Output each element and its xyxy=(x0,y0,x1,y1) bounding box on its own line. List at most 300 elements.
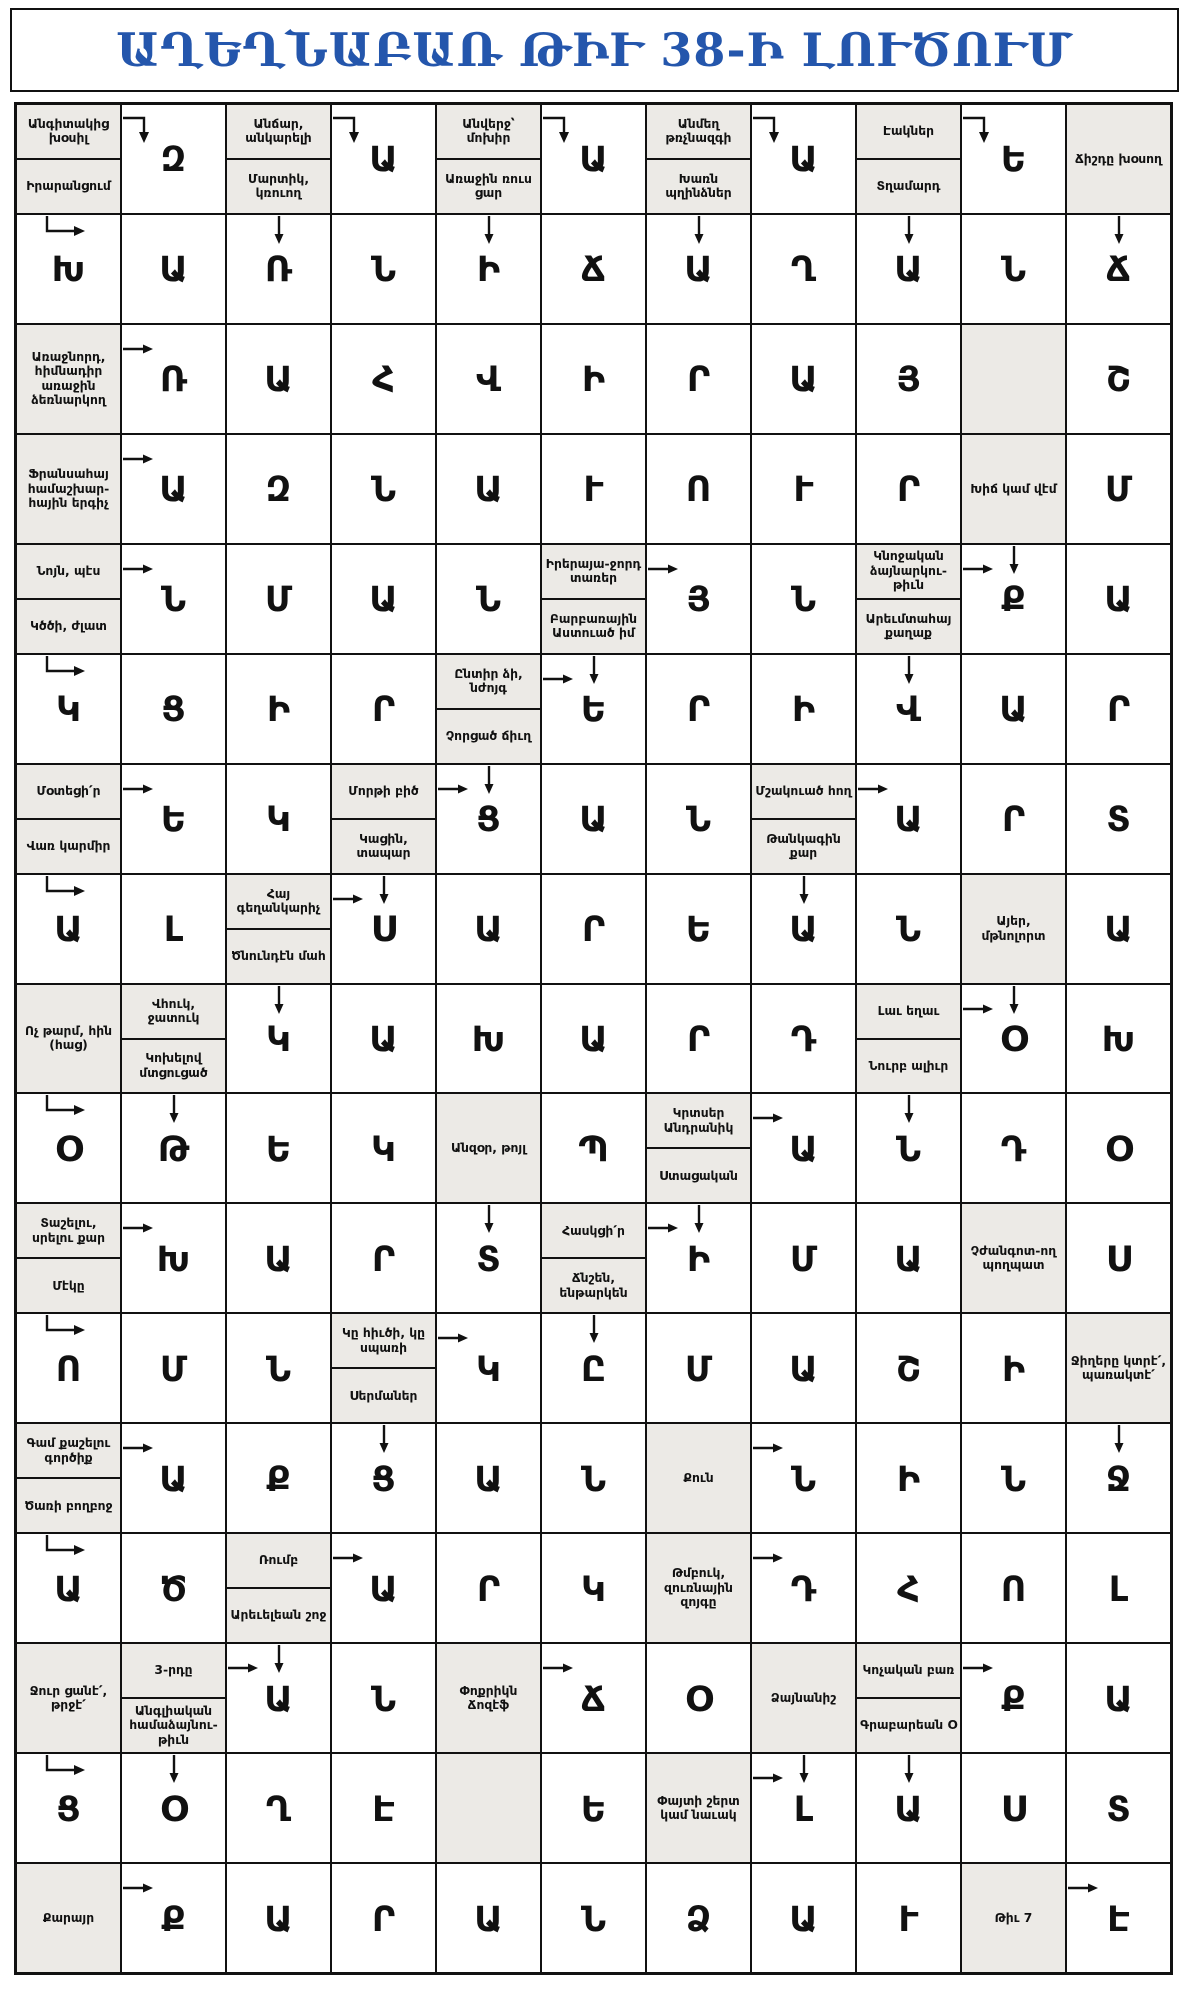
letter-cell xyxy=(647,545,750,653)
down-arrow-icon xyxy=(903,656,915,684)
letter-cell xyxy=(857,875,960,983)
answer-letter: Ա xyxy=(159,1459,188,1500)
answer-letter: Ն xyxy=(790,580,817,621)
letter-cell xyxy=(647,765,750,873)
answer-letter: Ա xyxy=(1104,1679,1133,1720)
letter-cell xyxy=(332,215,435,323)
clue-cell xyxy=(542,545,645,653)
letter-cell xyxy=(122,1314,225,1422)
clue-text: Գրաբարեան Օ xyxy=(857,1697,960,1752)
letter-cell xyxy=(962,1534,1065,1642)
clue-text: Փայտի շերտ կամ նաւակ xyxy=(657,1793,740,1823)
answer-letter: Ա xyxy=(474,1459,503,1500)
letter-cell xyxy=(122,1424,225,1532)
letter-cell xyxy=(17,1094,120,1202)
letter-cell xyxy=(227,1424,330,1532)
clue-text: Հասկցի՛ր xyxy=(562,1223,625,1238)
answer-letter: Ք xyxy=(161,1899,186,1940)
answer-letter: Ձ xyxy=(685,1899,712,1940)
answer-letter: Յ xyxy=(896,360,921,401)
answer-letter: Խ xyxy=(1101,1019,1136,1060)
clue-cell xyxy=(752,765,855,873)
blocked-cell xyxy=(437,1754,540,1862)
letter-cell xyxy=(1067,435,1170,543)
clue-cell xyxy=(437,1094,540,1202)
letter-cell xyxy=(542,215,645,323)
answer-letter: Ա xyxy=(474,470,503,511)
clue-text: Անմեղ թռչնազգի xyxy=(665,116,732,146)
corner-down-right-arrow-icon xyxy=(43,1095,89,1121)
answer-letter: Դ xyxy=(1000,1129,1027,1170)
answer-letter: Ր xyxy=(371,690,396,731)
clue-text: Իրերայա-ջորդ տառեր xyxy=(545,556,642,586)
letter-cell xyxy=(122,545,225,653)
clue-text: Ծնունդէն մահ xyxy=(227,928,330,983)
right-arrow-icon xyxy=(753,1772,785,1784)
answer-letter: Մ xyxy=(264,580,293,621)
letter-cell xyxy=(122,1864,225,1972)
clue-text: Ջուր ցանէ՛, թրջէ՛ xyxy=(29,1683,108,1713)
answer-letter: Ր xyxy=(371,1899,396,1940)
clue-text: Ճիշդը խօսող xyxy=(1075,151,1162,166)
right-arrow-icon xyxy=(333,893,365,905)
answer-letter: Ա xyxy=(789,1899,818,1940)
answer-letter: Ւ xyxy=(898,1899,919,1940)
letter-cell xyxy=(647,875,750,983)
answer-letter: Ո xyxy=(685,470,712,511)
answer-letter: Տ xyxy=(476,1239,501,1280)
letter-cell xyxy=(332,105,435,213)
answer-letter: Ն xyxy=(370,250,397,291)
corner-down-right-arrow-icon xyxy=(43,216,89,242)
clue-text: Տաշելու, սրելու քար xyxy=(32,1216,105,1245)
letter-cell xyxy=(857,765,960,873)
answer-letter: Է xyxy=(1107,1899,1130,1940)
clue-text: Կոչական բառ xyxy=(862,1663,955,1678)
letter-cell xyxy=(542,105,645,213)
right-arrow-icon xyxy=(858,783,890,795)
right-arrow-icon xyxy=(123,453,155,465)
answer-letter: Ն xyxy=(370,1679,397,1720)
answer-letter: Օ xyxy=(685,1679,712,1720)
clue-cell xyxy=(17,1204,120,1312)
clue-cell xyxy=(227,875,330,983)
letter-cell xyxy=(1067,1864,1170,1972)
letter-cell xyxy=(227,765,330,873)
answer-letter: Ա xyxy=(1104,580,1133,621)
clue-text: Ծառի բողբոջ xyxy=(17,1477,120,1532)
right-arrow-icon xyxy=(123,1222,155,1234)
answer-letter: Ն xyxy=(685,800,712,841)
right-arrow-icon xyxy=(228,1662,260,1674)
right-arrow-icon xyxy=(543,1662,575,1674)
right-arrow-icon xyxy=(963,1003,995,1015)
clue-text: Անճար, անկարելի xyxy=(245,116,312,146)
letter-cell xyxy=(437,1424,540,1532)
down-arrow-icon xyxy=(588,656,600,684)
clue-text: Քարայր xyxy=(42,1910,95,1925)
letter-cell xyxy=(752,1094,855,1202)
down-arrow-icon xyxy=(378,1425,390,1453)
clue-text: Մօտեցի՛ր xyxy=(36,783,101,798)
clue-text: Սերմաներ xyxy=(332,1367,435,1422)
letter-cell xyxy=(227,655,330,763)
answer-letter: Ս xyxy=(370,910,397,951)
letter-cell xyxy=(227,1864,330,1972)
right-arrow-icon xyxy=(123,783,155,795)
clue-cell xyxy=(17,435,120,543)
down-arrow-icon xyxy=(273,986,285,1014)
answer-letter: Ա xyxy=(789,140,818,181)
clue-cell xyxy=(962,435,1065,543)
answer-letter: Ն xyxy=(370,470,397,511)
answer-letter: Ն xyxy=(790,1459,817,1500)
answer-letter: Ա xyxy=(579,1019,608,1060)
letter-cell xyxy=(1067,1644,1170,1752)
letter-cell xyxy=(1067,1424,1170,1532)
answer-letter: Ե xyxy=(265,1129,292,1170)
answer-letter: Ք xyxy=(266,1459,291,1500)
clue-cell xyxy=(647,105,750,213)
answer-letter: Ա xyxy=(999,690,1028,731)
answer-letter: Ծ xyxy=(159,1569,188,1610)
clue-cell xyxy=(17,985,120,1093)
answer-letter: Ա xyxy=(54,1569,83,1610)
letter-cell xyxy=(122,1534,225,1642)
answer-letter: Ա xyxy=(894,1789,923,1830)
down-arrow-icon xyxy=(903,1755,915,1783)
answer-letter: Ե xyxy=(160,800,187,841)
right-arrow-icon xyxy=(963,563,995,575)
answer-letter: Ե xyxy=(580,690,607,731)
answer-letter: Ն xyxy=(895,1129,922,1170)
letter-cell xyxy=(752,655,855,763)
letter-cell xyxy=(647,435,750,543)
letter-cell xyxy=(122,1204,225,1312)
letter-cell xyxy=(332,1754,435,1862)
answer-letter: Օ xyxy=(1000,1019,1027,1060)
letter-cell xyxy=(962,215,1065,323)
letter-cell xyxy=(542,325,645,433)
letter-cell xyxy=(437,215,540,323)
answer-letter: Ե xyxy=(580,1789,607,1830)
right-arrow-icon xyxy=(438,783,470,795)
corner-down-right-arrow-icon xyxy=(43,1755,89,1781)
letter-cell xyxy=(437,1864,540,1972)
clue-text: Ֆրանսահայ համաշխար-հային երգիչ xyxy=(27,467,110,511)
answer-letter: Ի xyxy=(686,1239,711,1280)
answer-letter: Կ xyxy=(266,1019,291,1060)
down-arrow-icon xyxy=(483,216,495,244)
right-arrow-icon xyxy=(543,673,575,685)
answer-letter: Ր xyxy=(581,910,606,951)
clue-text: Ընտիր ձի, նժոյգ xyxy=(454,666,523,696)
answer-letter: Ե xyxy=(685,910,712,951)
clue-text: 3-րդը xyxy=(154,1663,193,1678)
clue-cell xyxy=(857,1644,960,1752)
down-arrow-icon xyxy=(273,1645,285,1673)
answer-letter: Ո xyxy=(55,1349,82,1390)
clue-text: Լաւ եղաւ xyxy=(877,1003,940,1018)
clue-text: Քուն xyxy=(683,1471,714,1485)
letter-cell xyxy=(1067,875,1170,983)
answer-letter: Ա xyxy=(159,470,188,511)
letter-cell xyxy=(752,325,855,433)
letter-cell xyxy=(857,1094,960,1202)
answer-letter: Ա xyxy=(369,1569,398,1610)
letter-cell xyxy=(1067,215,1170,323)
clue-text: Արեւելեան շոջ xyxy=(227,1587,330,1642)
letter-cell xyxy=(1067,1534,1170,1642)
answer-letter: Ն xyxy=(580,1899,607,1940)
letter-cell xyxy=(332,1534,435,1642)
right-arrow-icon xyxy=(123,1442,155,1454)
letter-cell xyxy=(752,545,855,653)
blocked-cell xyxy=(962,325,1065,433)
letter-cell xyxy=(227,1754,330,1862)
letter-cell xyxy=(227,1094,330,1202)
answer-letter: Ր xyxy=(686,360,711,401)
clue-text: Կը հիւծի, կը սպառի xyxy=(341,1326,426,1355)
clue-text: Թիւ 7 xyxy=(994,1910,1033,1925)
down-arrow-icon xyxy=(168,1755,180,1783)
answer-letter: Խ xyxy=(51,250,86,291)
clue-text: Թանկագին քար xyxy=(752,818,855,873)
answer-letter: Ա xyxy=(474,1899,503,1940)
letter-cell xyxy=(752,1424,855,1532)
letter-cell xyxy=(332,1644,435,1752)
clue-cell xyxy=(17,1644,120,1752)
letter-cell xyxy=(752,1204,855,1312)
letter-cell xyxy=(122,215,225,323)
clue-cell xyxy=(227,105,330,213)
clue-text: Վառ կարմիր xyxy=(17,818,120,873)
clue-cell xyxy=(122,985,225,1093)
letter-cell xyxy=(962,655,1065,763)
answer-letter: Մ xyxy=(1104,470,1133,511)
answer-letter: Ր xyxy=(476,1569,501,1610)
answer-letter: Ր xyxy=(1001,800,1026,841)
letter-cell xyxy=(542,1864,645,1972)
clue-cell xyxy=(437,1644,540,1752)
corner-down-right-arrow-icon xyxy=(43,876,89,902)
right-arrow-icon xyxy=(963,1662,995,1674)
letter-cell xyxy=(332,325,435,433)
letter-cell xyxy=(752,1314,855,1422)
corner-right-down-arrow-icon xyxy=(963,111,999,145)
answer-letter: Զ xyxy=(265,470,292,511)
answer-letter: Ռ xyxy=(264,250,293,291)
answer-letter: Ւ xyxy=(793,470,814,511)
answer-letter: Ի xyxy=(1001,1349,1026,1390)
letter-cell xyxy=(332,435,435,543)
letter-cell xyxy=(647,215,750,323)
down-arrow-icon xyxy=(1113,1425,1125,1453)
letter-cell xyxy=(962,1314,1065,1422)
page-title: ԱՂԵՂՆԱԲԱՌ ԹԻՒ 38-Ի ԼՈՒԾՈՒՄ xyxy=(116,23,1073,77)
answer-letter: Ա xyxy=(264,1679,293,1720)
answer-letter: Խ xyxy=(156,1239,191,1280)
letter-cell xyxy=(857,1204,960,1312)
answer-letter: Ճ xyxy=(1106,250,1131,291)
title-box xyxy=(10,8,1179,92)
clue-cell xyxy=(542,1204,645,1312)
letter-cell xyxy=(1067,1754,1170,1862)
letter-cell xyxy=(542,1424,645,1532)
letter-cell xyxy=(647,1864,750,1972)
letter-cell xyxy=(962,1424,1065,1532)
puzzle-grid xyxy=(14,102,1173,1975)
letter-cell xyxy=(332,655,435,763)
answer-letter: Կ xyxy=(56,690,81,731)
answer-letter: Վ xyxy=(895,690,922,731)
clue-text: Մշակուած հող xyxy=(755,783,852,798)
right-arrow-icon xyxy=(438,1332,470,1344)
down-arrow-icon xyxy=(1008,546,1020,574)
answer-letter: Ա xyxy=(789,360,818,401)
answer-letter: Թ xyxy=(157,1129,190,1170)
letter-cell xyxy=(332,1204,435,1312)
down-arrow-icon xyxy=(273,216,285,244)
corner-right-down-arrow-icon xyxy=(753,111,789,145)
letter-cell xyxy=(437,875,540,983)
clue-text: Առաջնորդ, հիմնադիր առաջին ձեռնարկող xyxy=(31,349,106,408)
letter-cell xyxy=(857,1864,960,1972)
answer-letter: Ա xyxy=(159,250,188,291)
letter-cell xyxy=(227,1314,330,1422)
clue-text: Կծծի, ժլատ xyxy=(17,598,120,653)
answer-letter: Ա xyxy=(264,1239,293,1280)
letter-cell xyxy=(332,875,435,983)
down-arrow-icon xyxy=(798,876,810,904)
clue-text: Հայ գեղանկարիչ xyxy=(236,886,321,916)
clue-cell xyxy=(857,545,960,653)
answer-letter: Ո xyxy=(1000,1569,1027,1610)
answer-letter: Ա xyxy=(1104,910,1133,951)
answer-letter: Մ xyxy=(159,1349,188,1390)
answer-letter: Ա xyxy=(894,1239,923,1280)
letter-cell xyxy=(752,1864,855,1972)
answer-letter: Մ xyxy=(684,1349,713,1390)
letter-cell xyxy=(437,1204,540,1312)
clue-cell xyxy=(752,1644,855,1752)
clue-text: Փոքրիկն Ճոզէֆ xyxy=(459,1683,518,1713)
answer-letter: Կ xyxy=(266,800,291,841)
letter-cell xyxy=(542,875,645,983)
letter-cell xyxy=(332,545,435,653)
answer-letter: Ր xyxy=(896,470,921,511)
clue-text: Գամ քաշելու գործիք xyxy=(26,1436,111,1465)
clue-text: Տղամարդ xyxy=(857,158,960,213)
answer-letter: Շ xyxy=(1106,360,1131,401)
down-arrow-icon xyxy=(903,1095,915,1123)
answer-letter: Յ xyxy=(686,580,711,621)
letter-cell xyxy=(1067,545,1170,653)
corner-down-right-arrow-icon xyxy=(43,1535,89,1561)
letter-cell xyxy=(962,1094,1065,1202)
clue-cell xyxy=(647,1094,750,1202)
letter-cell xyxy=(437,985,540,1093)
clue-text: Նոյն, պէս xyxy=(36,563,101,578)
letter-cell xyxy=(647,1644,750,1752)
right-arrow-icon xyxy=(123,343,155,355)
answer-letter: Ա xyxy=(264,360,293,401)
clue-text: Կացին, տապար xyxy=(332,818,435,873)
letter-cell xyxy=(437,325,540,433)
right-arrow-icon xyxy=(753,1442,785,1454)
answer-letter: Է xyxy=(372,1789,395,1830)
letter-cell xyxy=(122,765,225,873)
down-arrow-icon xyxy=(693,216,705,244)
clue-cell xyxy=(647,1754,750,1862)
down-arrow-icon xyxy=(903,216,915,244)
clue-text: Կնոջական ձայնարկու-թիւն xyxy=(870,549,947,593)
answer-letter: Հ xyxy=(897,1569,920,1610)
answer-letter: Ի xyxy=(266,690,291,731)
clue-cell xyxy=(17,545,120,653)
clue-text: Մարտիկ, կռուող xyxy=(227,158,330,213)
letter-cell xyxy=(122,325,225,433)
clue-text: Անվերջ՝ մոխիր xyxy=(462,116,515,146)
clue-cell xyxy=(17,325,120,433)
letter-cell xyxy=(647,325,750,433)
right-arrow-icon xyxy=(123,1882,155,1894)
clue-text: Առաջին ռուս ցար xyxy=(437,158,540,213)
answer-letter: Ա xyxy=(789,1349,818,1390)
answer-letter: Ա xyxy=(579,800,608,841)
clue-text: Անգիտակից խօսիլ xyxy=(27,116,110,146)
clue-text: Անգլիական համաձայնու-թիւն xyxy=(122,1697,225,1752)
clue-cell xyxy=(962,1864,1065,1972)
letter-cell xyxy=(437,1314,540,1422)
answer-letter: Ա xyxy=(789,1129,818,1170)
letter-cell xyxy=(752,1754,855,1862)
answer-letter: Ջ xyxy=(1106,1459,1131,1500)
letter-cell xyxy=(542,985,645,1093)
answer-letter: Ք xyxy=(1001,580,1026,621)
letter-cell xyxy=(437,1534,540,1642)
answer-letter: Ա xyxy=(474,910,503,951)
right-arrow-icon xyxy=(123,563,155,575)
clue-text: Վհուկ, ջատուկ xyxy=(147,996,200,1025)
answer-letter: Ն xyxy=(160,580,187,621)
clue-text: Իրարանցում xyxy=(17,158,120,213)
clue-text: Ձայնանիշ xyxy=(770,1690,837,1705)
answer-letter: Ց xyxy=(161,690,186,731)
answer-letter: Ի xyxy=(791,690,816,731)
clue-cell xyxy=(332,765,435,873)
clue-cell xyxy=(437,655,540,763)
clue-text: Ջիղերը կտրէ՛, պառակտէ՛ xyxy=(1070,1353,1167,1383)
answer-letter: Ի xyxy=(476,250,501,291)
answer-letter: Հ xyxy=(372,360,395,401)
answer-letter: Ճ xyxy=(581,1679,606,1720)
down-arrow-icon xyxy=(483,1205,495,1233)
answer-letter: Կ xyxy=(581,1569,606,1610)
down-arrow-icon xyxy=(168,1095,180,1123)
answer-letter: Ա xyxy=(894,800,923,841)
answer-letter: Մ xyxy=(789,1239,818,1280)
letter-cell xyxy=(962,545,1065,653)
letter-cell xyxy=(17,1314,120,1422)
letter-cell xyxy=(542,1644,645,1752)
answer-letter: Շ xyxy=(896,1349,921,1390)
letter-cell xyxy=(647,985,750,1093)
letter-cell xyxy=(122,1094,225,1202)
answer-letter: Ա xyxy=(579,140,608,181)
letter-cell xyxy=(752,215,855,323)
clue-cell xyxy=(857,105,960,213)
